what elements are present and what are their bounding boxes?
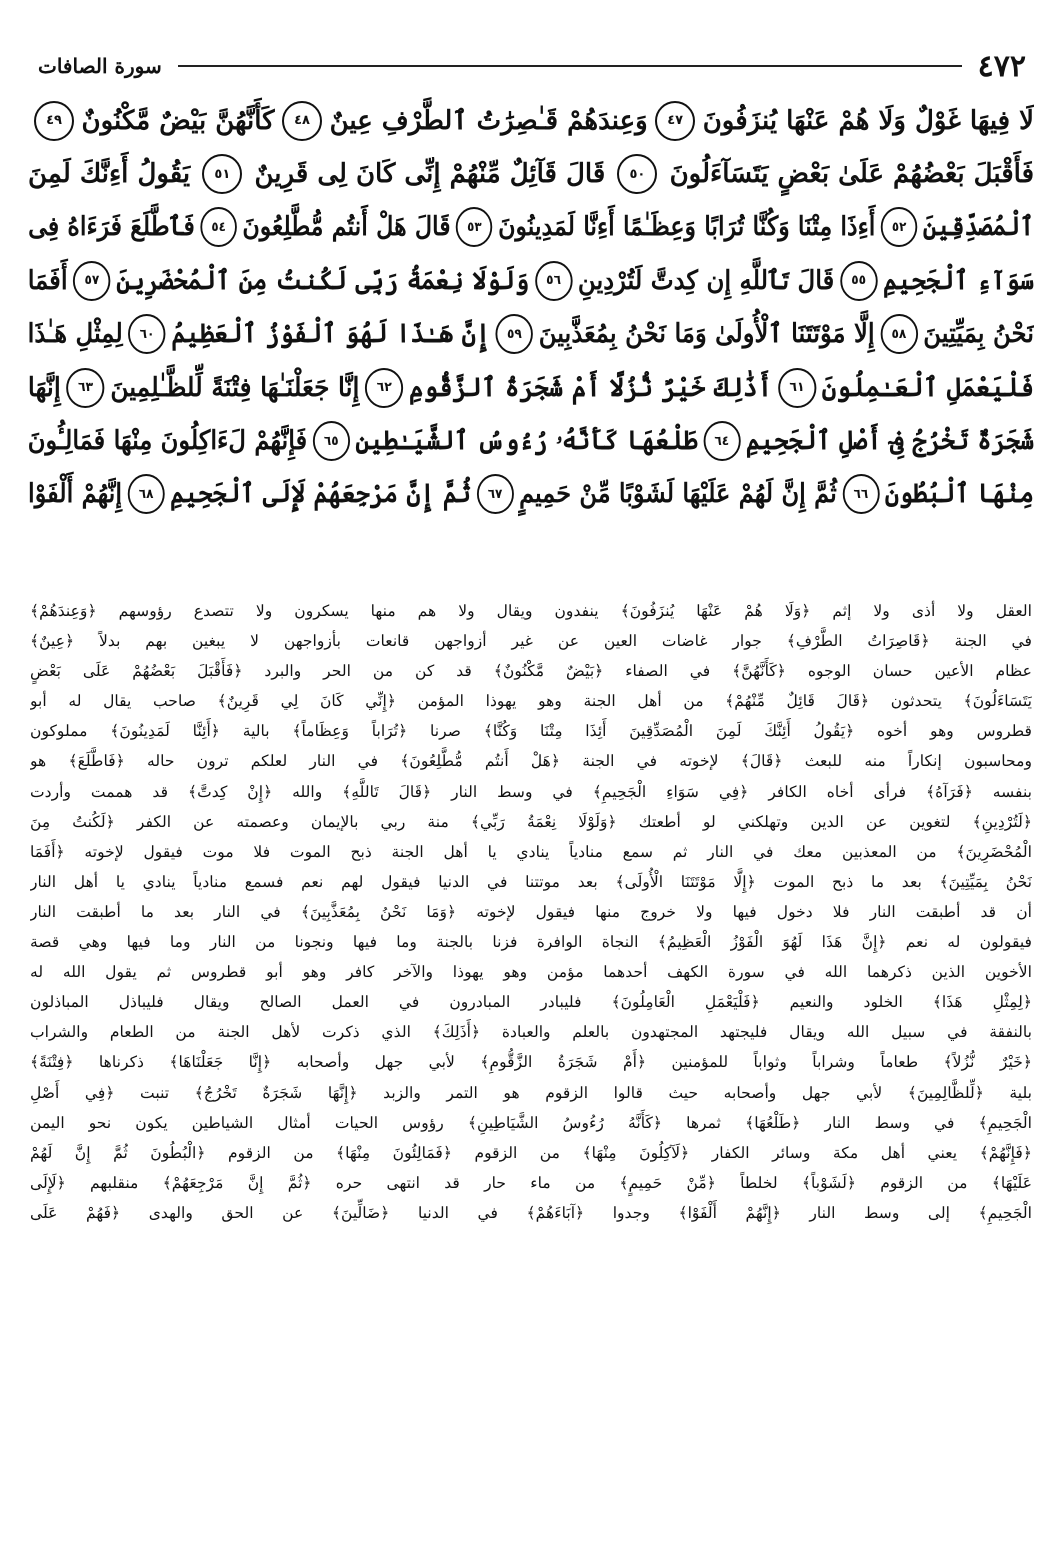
commentary-line: الْمُحْضَرِينَ﴾ من المعذبين معك في النار ثم سمع منادياً ينادي يا أهل الجنة ذبح الموت فلا موت فيقول لإخوته ﴿أَفَمَا	[30, 842, 1032, 861]
verse-text: مِنْهَا ٱلْبُطُونَ	[884, 479, 1034, 510]
verse-text: كَأَنَّهُنَّ بَيْضٌ مَّكْنُونٌ	[81, 105, 275, 136]
verse-text: فَلْيَعْمَلِ ٱلْعَـٰمِلُونَ	[821, 372, 1034, 403]
verse-text: أَذَٰلِكَ خَيْرٌ نُّزُلًا أَمْ شَجَرَةُ ٱلزَّقُّومِ	[409, 372, 773, 403]
commentary-line: ﴿خَيْرٌ نُّزُلاً﴾ طعاماً وشراباً وثواباً للمؤمنين ﴿أَمْ شَجَرَةُ الزَّقُّومِ﴾ لأبي جهل وأصحابه ﴿إِنَّا جَعَلْنَاهَا﴾ ذكرناها ﴿فِتْنَةً﴾	[30, 1053, 1032, 1072]
ayah-number-marker: ٦٨	[128, 474, 165, 514]
commentary-line: الْجَحِيمِ﴾ إلى وسط النار ﴿إِنَّهُمْ أَلْفَوْا﴾ وجدوا ﴿آبَاءَهُمْ﴾ في الدنيا ﴿ضَالِّينَ﴾ عن الحق والهدى ﴿فَهُمْ عَلَى	[30, 1203, 1032, 1222]
verse-text: وَلَوْلَا نِعْمَةُ رَبِّى لَكُنتُ مِنَ ٱلْمُحْضَرِينَ	[116, 265, 530, 296]
header-rule	[178, 65, 962, 67]
verse-line	[28, 94, 1034, 147]
ayah-number-marker: ٤٨	[282, 101, 322, 141]
verse-line	[28, 254, 1034, 307]
verse-line	[28, 468, 1034, 521]
ayah-number-marker: ٦٦	[842, 474, 879, 514]
verse-text: شَجَرَةٌ تَخْرُجُ فِىٓ أَصْلِ ٱلْجَحِيمِ	[745, 426, 1034, 457]
ayah-number-marker: ٥١	[202, 154, 242, 194]
ayah-number-marker: ٤٩	[34, 101, 74, 141]
commentary-line: أن قد أطبقت النار فلا دخول فيها ولا خروج منها فيقول لإخوته ﴿وَمَا نَحْنُ بِمُعَذَّبِينَ﴾ في النار بعد ما أطبقت النار	[30, 902, 1032, 921]
ayah-number-marker: ٦٠	[128, 314, 165, 354]
verse-text: لَا فِيهَا غَوْلٌ وَلَا هُمْ عَنْهَا يُنزَفُونَ	[702, 105, 1034, 136]
verse-text: لِمِثْلِ هَـٰذَا	[28, 319, 123, 350]
commentary-line: فيقولون له نعم ﴿إِنَّ هَذَا لَهُوَ الْفَوْزُ الْعَظِيمُ﴾ النجاة الوافرة فزنا بالجنة وما فيها ونجونا من النار وما فيها وهي قصة	[30, 933, 1032, 952]
commentary-line: في الجنة ﴿قَاصِرَاتُ الطَّرْفِ﴾ جوار غاضات العين عن غير أزواجهن قانعات بأزواجهن لا يبغين بهم بدلاً ﴿عِينٌ﴾	[30, 632, 1032, 651]
ayah-number-marker: ٥٤	[200, 207, 236, 247]
commentary-line: يَتَسَاءَلُونَ﴾ يتحدثون ﴿قَالَ قَائِلٌ مِّنْهُمْ﴾ من أهل الجنة وهو يهوذا المؤمن ﴿إِنِّي كَانَ لِي قَرِينٌ﴾ صاحب يقال له أبو	[30, 692, 1032, 711]
tafsir-commentary-block	[30, 596, 1032, 1526]
ayah-number-marker: ٥٩	[496, 314, 533, 354]
ayah-number-marker: ٥٠	[617, 154, 657, 194]
verse-text: يَقُولُ أَءِنَّكَ لَمِنَ	[28, 159, 191, 190]
verse-text: فَٱطَّلَعَ فَرَءَاهُ فِى	[28, 212, 195, 243]
verse-text: قَالَ هَلْ أَنتُم مُّطَّلِعُونَ	[242, 212, 451, 243]
commentary-line: عظام الأعين حسان الوجوه ﴿كَأَنَّهُنَّ﴾ في الصفاء ﴿بَيْضٌ مَّكْنُونٌ﴾ قد كن من الحر والبرد ﴿فَأَقْبَلَ بَعْضُهُمْ عَلَى بَعْضٍ	[30, 662, 1032, 681]
commentary-line: ﴿لِمِثْلِ هَذَا﴾ الخلود والنعيم ﴿فَلْيَعْمَلِ الْعَامِلُونَ﴾ فليبادر المبادرون في العمل الصالح ويقال فليباذل المباذلون	[30, 993, 1032, 1012]
ayah-number-marker: ٦٧	[477, 474, 514, 514]
page-header	[38, 46, 1026, 86]
ayah-number-marker: ٤٧	[655, 101, 695, 141]
commentary-line: نَحْنُ بِمَيِّتِينَ﴾ بعد ما ذبح الموت ﴿إِلَّا مَوْتَتَنَا الْأُولَى﴾ بعد موتتنا في الدنيا فيقول لهم نعم فسمع منادياً ينادي يا أهل النار	[30, 872, 1032, 891]
commentary-line: قطروس وهو أخوه ﴿يَقُولُ أَئِنَّكَ لَمِنَ الْمُصَدِّقِينَ أَئِذَا مِتْنَا وَكُنَّا﴾ صرنا ﴿تُرَاباً وَعِظَاماً﴾ بالية ﴿أَئِنَّا لَمَدِينُونَ﴾ مملوكون	[30, 722, 1032, 741]
verse-text: طَلْعُهَا كَأَنَّهُۥ رُءُوسُ ٱلشَّيَـٰطِينِ	[355, 425, 698, 456]
commentary-line: الْجَحِيمِ﴾ في وسط النار ﴿طَلْعُهَا﴾ ثمرها ﴿كَأَنَّهُ رُءُوسُ الشَّيَاطِينِ﴾ رؤوس الحيات أمثال الشياطين يكون نحو اليمن	[30, 1113, 1032, 1132]
commentary-line: الأخوين الذين ذكرهما الله في سورة الكهف أحدهما مؤمن وهو يهوذا والآخر كافر وهو أبو قطروس ثم يقول الله له	[30, 963, 1032, 982]
page-number: ٤٧٢	[977, 48, 1026, 84]
verse-text: ٱلْمُصَدِّقِينَ	[922, 212, 1034, 243]
commentary-line: بلية ﴿لِّلظَّالِمِينَ﴾ لأبي جهل وأصحابه حيث قالوا الزقوم هو التمر والزبد ﴿إِنَّهَا شَجَرَةٌ تَخْرُجُ﴾ تنبت ﴿فِي أَصْلِ	[30, 1083, 1032, 1102]
quran-verses-block	[28, 94, 1034, 574]
verse-line	[28, 361, 1034, 414]
verse-text: فَأَقْبَلَ بَعْضُهُمْ عَلَىٰ بَعْضٍ يَتَسَآءَلُونَ	[669, 159, 1034, 190]
verse-text: قَالَ قَآئِلٌ مِّنْهُمْ إِنِّى كَانَ لِى قَرِينٌ	[254, 159, 606, 190]
verse-text: سَوَآءِ ٱلْجَحِيمِ	[882, 265, 1034, 296]
verse-text: إِنَّهُمْ أَلْفَوْا	[28, 479, 123, 510]
commentary-line: بنفسه ﴿فَرَآهُ﴾ فرأى أخاه الكافر ﴿فِي سَوَاءِ الْجَحِيمِ﴾ في وسط النار ﴿قَالَ تَاللَّهِ﴾ والله ﴿إِنْ كِدتَّ﴾ قد هممت وأردت	[30, 782, 1032, 801]
verse-text: ثُمَّ إِنَّ لَهُمْ عَلَيْهَا لَشَوْبًا مِّنْ حَمِيمٍ	[519, 479, 837, 510]
ayah-number-marker: ٥٦	[535, 261, 572, 301]
ayah-number-marker: ٦٢	[365, 368, 403, 408]
surah-name: سورة الصافات	[38, 54, 162, 78]
commentary-line: العقل ولا أذى ولا إثم ﴿وَلَا هُمْ عَنْهَا يُنزَفُونَ﴾ ينفدون ويقال ولا هم منها يسكرون ولا تتصدع رؤوسهم ﴿وَعِندَهُمْ﴾	[30, 602, 1032, 620]
verse-text: وَعِندَهُمْ قَـٰصِرَٰتُ ٱلطَّرْفِ عِينٌ	[329, 105, 648, 136]
verse-text: أَءِذَا مِتْنَا وَكُنَّا تُرَابًا وَعِظَـٰمًا أَءِنَّا لَمَدِينُونَ	[498, 212, 876, 243]
verse-text: فَإِنَّهُمْ لَءَاكِلُونَ مِنْهَا فَمَالِـُٔونَ	[28, 426, 308, 457]
ayah-number-marker: ٥٥	[840, 261, 877, 301]
ayah-number-marker: ٦١	[778, 368, 816, 408]
verse-line	[28, 308, 1034, 361]
commentary-line: ﴿لَتُرْدِينِ﴾ لتغوين عن الدين وتهلكني لو أطعتك ﴿وَلَوْلَا نِعْمَةُ رَبِّي﴾ منة ربي بالإيمان وعصمته عن الكفر ﴿لَكُنتُ مِنَ	[30, 812, 1032, 831]
verse-line	[28, 147, 1034, 200]
verse-line	[28, 414, 1034, 467]
verse-text: إِنَّا جَعَلْنَـٰهَا فِتْنَةً لِّلظَّـٰلِمِينَ	[110, 372, 360, 403]
verse-text: أَفَمَا	[28, 265, 68, 296]
ayah-number-marker: ٥٢	[881, 207, 917, 247]
ayah-number-marker: ٥٨	[880, 314, 917, 354]
commentary-line: ﴿فَإِنَّهُمْ﴾ يعني أهل مكة وسائر الكفار ﴿لَآكِلُونَ مِنْهَا﴾ من الزقوم ﴿فَمَالِئُونَ مِنْهَا﴾ من الزقوم ﴿الْبُطُونَ ثُمَّ إِنَّ لَهُمْ	[30, 1143, 1032, 1162]
verse-text: إِنَّهَا	[28, 372, 61, 403]
commentary-line: بالنفقة في سبيل الله ويقال فليجتهد المجتهدون بالعلم والعبادة ﴿أَذَلِكَ﴾ الذي ذكرت لأهل الجنة من الطعام والشراب	[30, 1023, 1032, 1042]
verse-text: نَحْنُ بِمَيِّتِينَ	[923, 319, 1034, 350]
verse-line	[28, 201, 1034, 254]
verse-text: إِلَّا مَوْتَتَنَا ٱلْأُولَىٰ وَمَا نَحْنُ بِمُعَذَّبِينَ	[538, 319, 875, 350]
ayah-number-marker: ٥٣	[456, 207, 492, 247]
commentary-line: ومحاسبون إنكاراً منه للبعث ﴿قَالَ﴾ لإخوته في الجنة ﴿هَلْ أَنتُم مُّطَّلِعُونَ﴾ في النار لعلكم ترون حاله ﴿فَاطَّلَعَ﴾ هو	[30, 752, 1032, 771]
verse-text: قَالَ تَٱللَّهِ إِن كِدتَّ لَتُرْدِينِ	[577, 265, 835, 296]
ayah-number-marker: ٥٧	[73, 261, 110, 301]
verse-text: ثُمَّ إِنَّ مَرْجِعَهُمْ لَإِلَى ٱلْجَحِيمِ	[170, 479, 471, 510]
verse-text: إِنَّ هَـٰذَا لَهُوَ ٱلْفَوْزُ ٱلْعَظِيمُ	[171, 319, 491, 350]
ayah-number-marker: ٦٣	[66, 368, 104, 408]
ayah-number-marker: ٦٥	[313, 421, 350, 461]
commentary-line: عَلَيْهَا﴾ من الزقوم ﴿لَشَوْباً﴾ لخلطاً ﴿مِّنْ حَمِيمٍ﴾ من ماء حار قد انتهى حره ﴿ثُمَّ إِنَّ مَرْجِعَهُمْ﴾ منقلبهم ﴿لَإِلَى	[30, 1173, 1032, 1192]
ayah-number-marker: ٦٤	[703, 421, 740, 461]
